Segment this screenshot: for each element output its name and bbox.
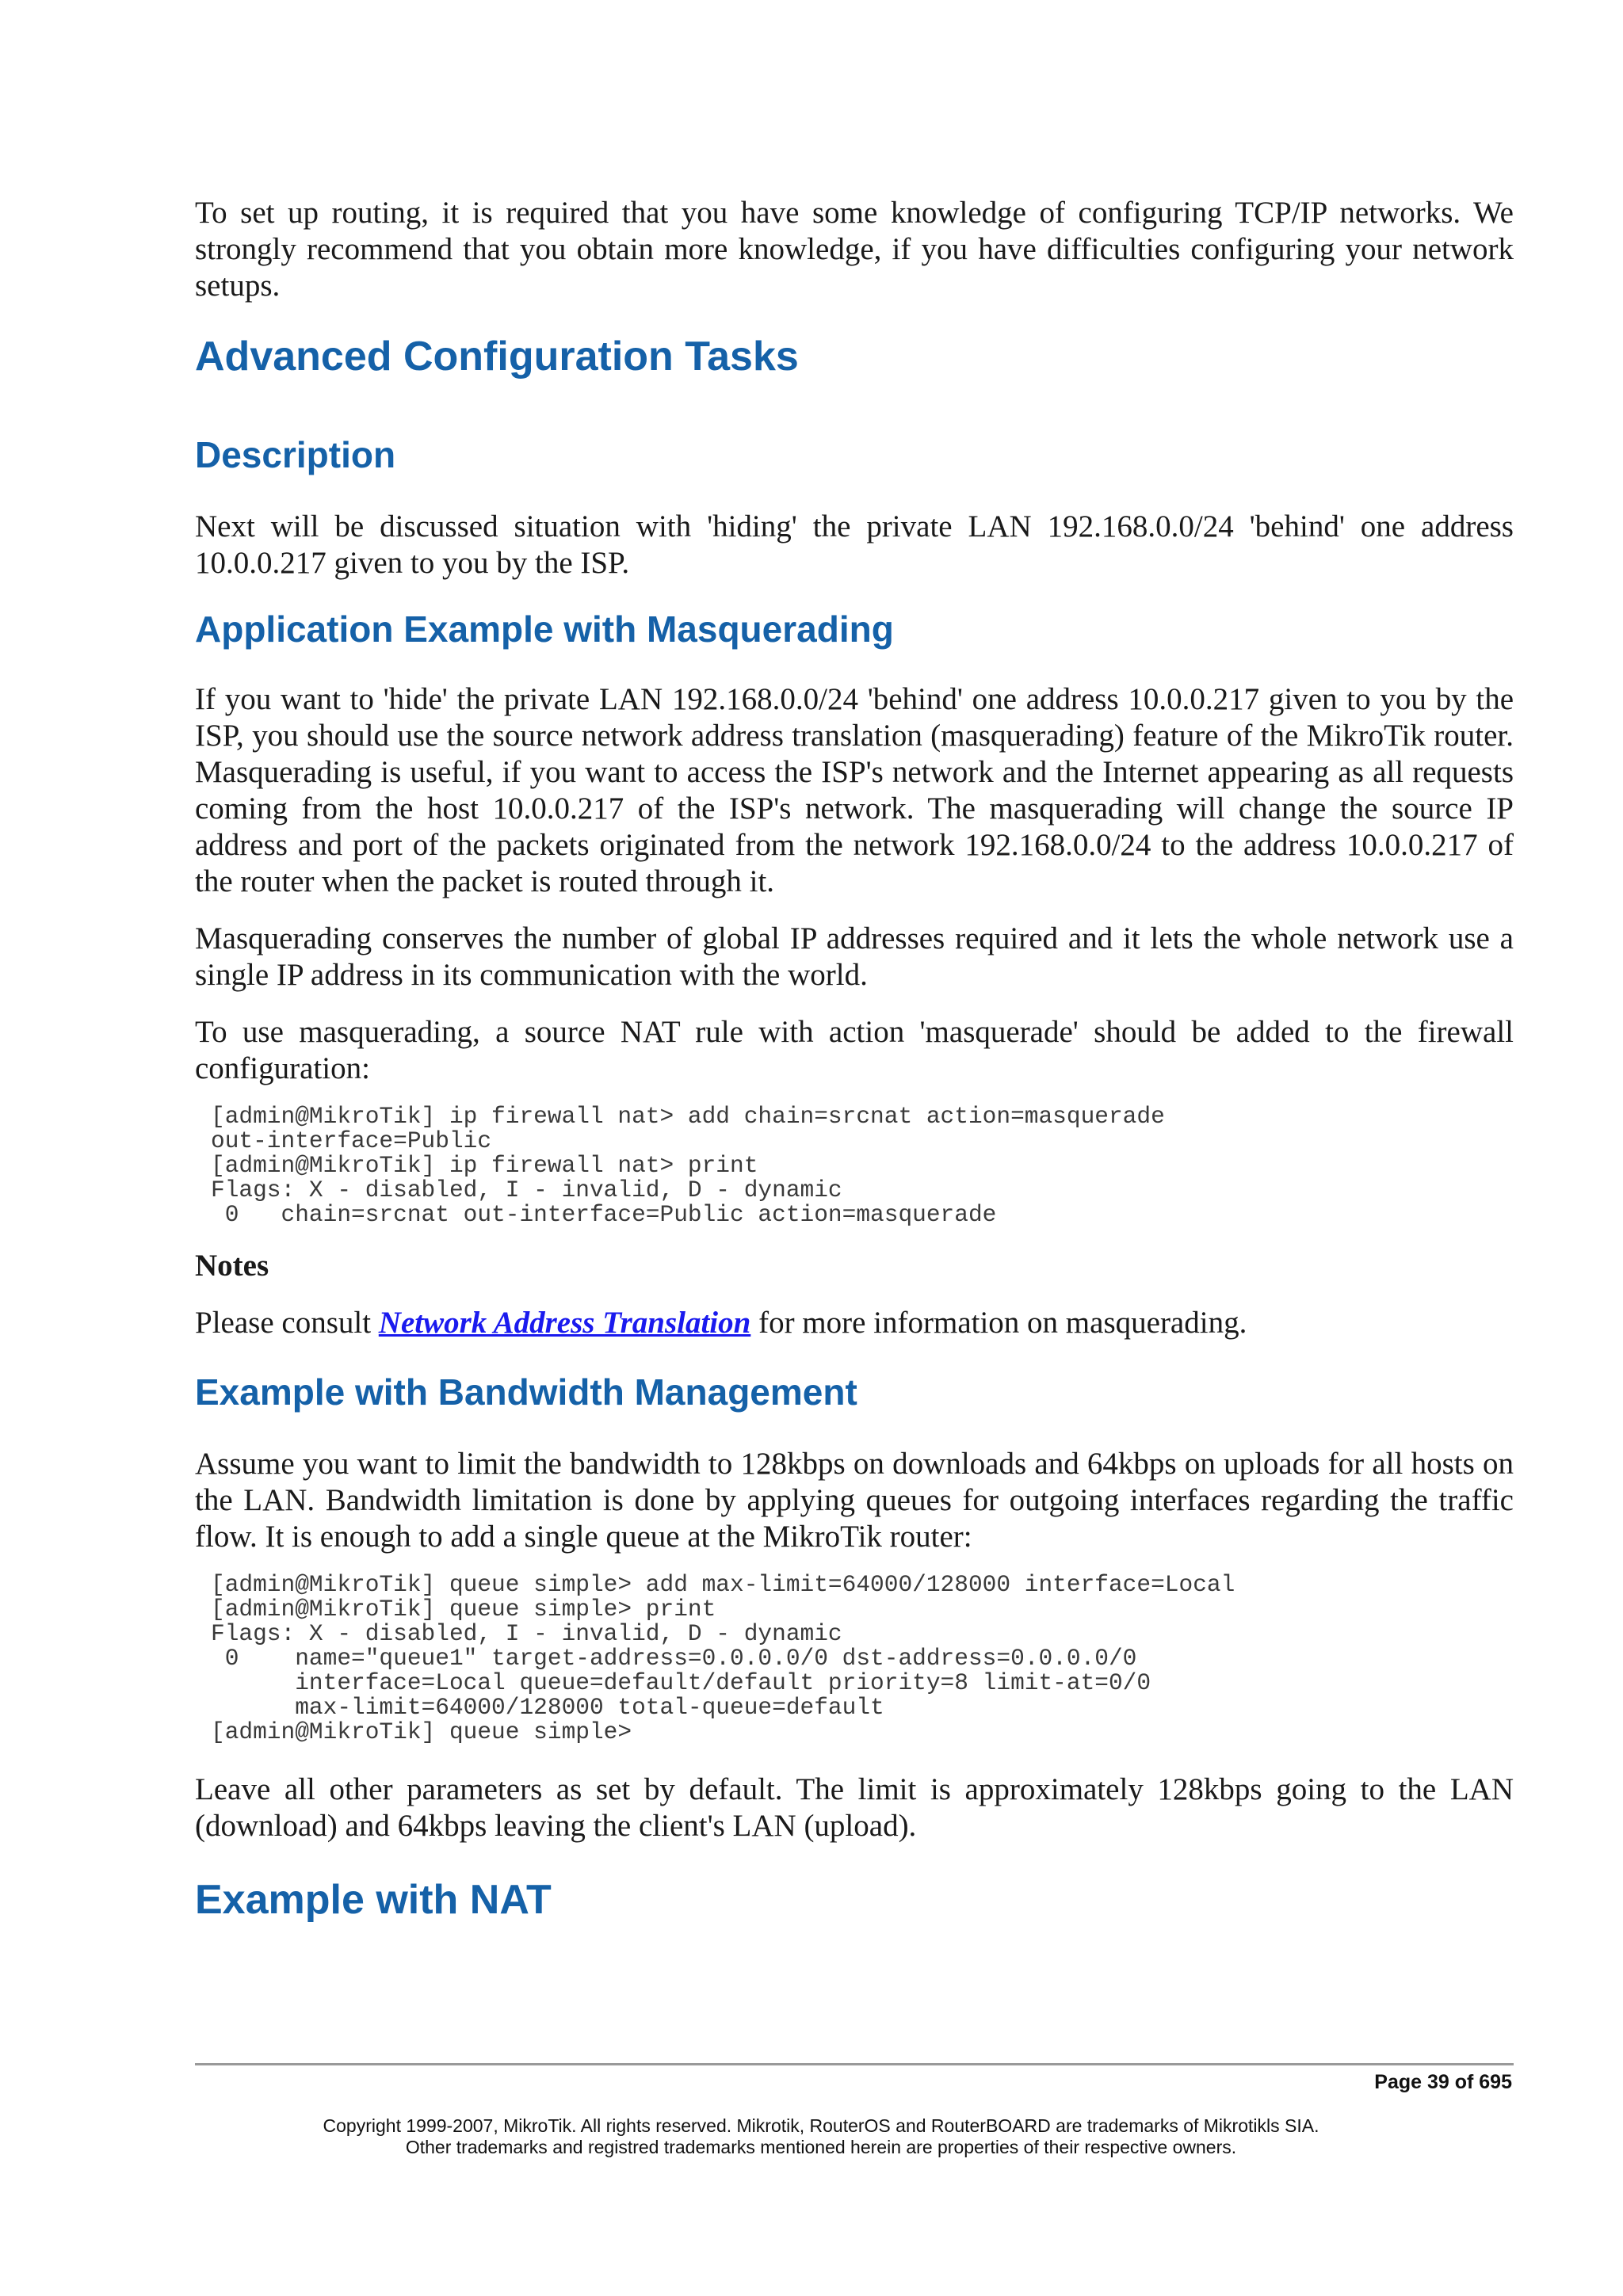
- footer-divider: [195, 2063, 1514, 2065]
- heading-advanced-configuration: Advanced Configuration Tasks: [195, 334, 799, 379]
- intro-paragraph: To set up routing, it is required that you have some knowledge of configuring TCP/IP networks. We strongly recommend that you obtain more knowledge, if you have difficulties configuring your network setups.: [195, 196, 1514, 303]
- copyright-line-2: Other trademarks and registred trademarks mentioned herein are properties of their respective owners.: [405, 2137, 1237, 2157]
- notes-heading: Notes: [195, 1249, 269, 1283]
- code-block-masquerade: [admin@MikroTik] ip firewall nat> add chain=srcnat action=masquerade out-interface=Public [admin@MikroTik] ip firewall nat> print Flags: X - disabled, I - invalid, D - dynamic 0 chain=srcnat out-interface=Public action=masquerade: [211, 1103, 1165, 1228]
- notes-text-after: for more information on masquerading.: [750, 1306, 1247, 1340]
- copyright-line-1: Copyright 1999-2007, MikroTik. All rights reserved. Mikrotik, RouterOS and RouterBOARD are trademarks of Mikrotikls SIA.: [323, 2115, 1319, 2136]
- page-number: Page 39 of 695: [1374, 2071, 1512, 2093]
- heading-example-with-nat: Example with NAT: [195, 1877, 552, 1923]
- masquerading-paragraph-2: Masquerading conserves the number of global IP addresses required and it lets the whole network use a single IP address in its communication with the world.: [195, 921, 1514, 992]
- bandwidth-paragraph-2: Leave all other parameters as set by default. The limit is approximately 128kbps going to the LAN (download) and 64kbps leaving the client's LAN (upload).: [195, 1772, 1514, 1843]
- masquerading-paragraph-3: To use masquerading, a source NAT rule with action 'masquerade' should be added to the firewall configuration:: [195, 1015, 1514, 1085]
- page-content: [195, 195, 1514, 1924]
- description-paragraph: Next will be discussed situation with 'hiding' the private LAN 192.168.0.0/24 'behind' one address 10.0.0.217 given to you by the ISP.: [195, 509, 1514, 580]
- masquerading-paragraph-1: If you want to 'hide' the private LAN 192.168.0.0/24 'behind' one address 10.0.0.217 given to you by the ISP, you should use the source network address translation (masquerading) feature of the MikroTik router. Masquerading is useful, if you want to access the ISP's network and the Internet appearing as all requests coming from the host 10.0.0.217 of the ISP's network. The masquerading will change the source IP address and port of the packets originated from the network 192.168.0.0/24 to the address 10.0.0.217 of the router when the packet is routed through it.: [195, 682, 1514, 898]
- network-address-translation-link[interactable]: Network Address Translation: [378, 1306, 751, 1340]
- heading-masquerading: Application Example with Masquerading: [195, 608, 894, 650]
- notes-text-before: Please consult: [195, 1306, 379, 1340]
- heading-bandwidth-management: Example with Bandwidth Management: [195, 1371, 857, 1413]
- bandwidth-paragraph-1: Assume you want to limit the bandwidth to 128kbps on downloads and 64kbps on uploads for all hosts on the LAN. Bandwidth limitation is done by applying queues for outgoing interfaces regarding the traffic flow. It is enough to add a single queue at the MikroTik router:: [195, 1447, 1514, 1554]
- heading-description: Description: [195, 434, 396, 475]
- notes-paragraph: [195, 1305, 1514, 1341]
- code-block-queue: [admin@MikroTik] queue simple> add max-limit=64000/128000 interface=Local [admin@MikroTik] queue simple> print Flags: X - disabled, I - invalid, D - dynamic 0 name="queue1" target-address=0.0.0.0/0 dst-address=0.0.0.0/0 interface=Local queue=default/default priority=8 limit-at=0/0 max-limit=64000/128000 total-queue=default [admin@MikroTik] queue simple>: [211, 1571, 1235, 1745]
